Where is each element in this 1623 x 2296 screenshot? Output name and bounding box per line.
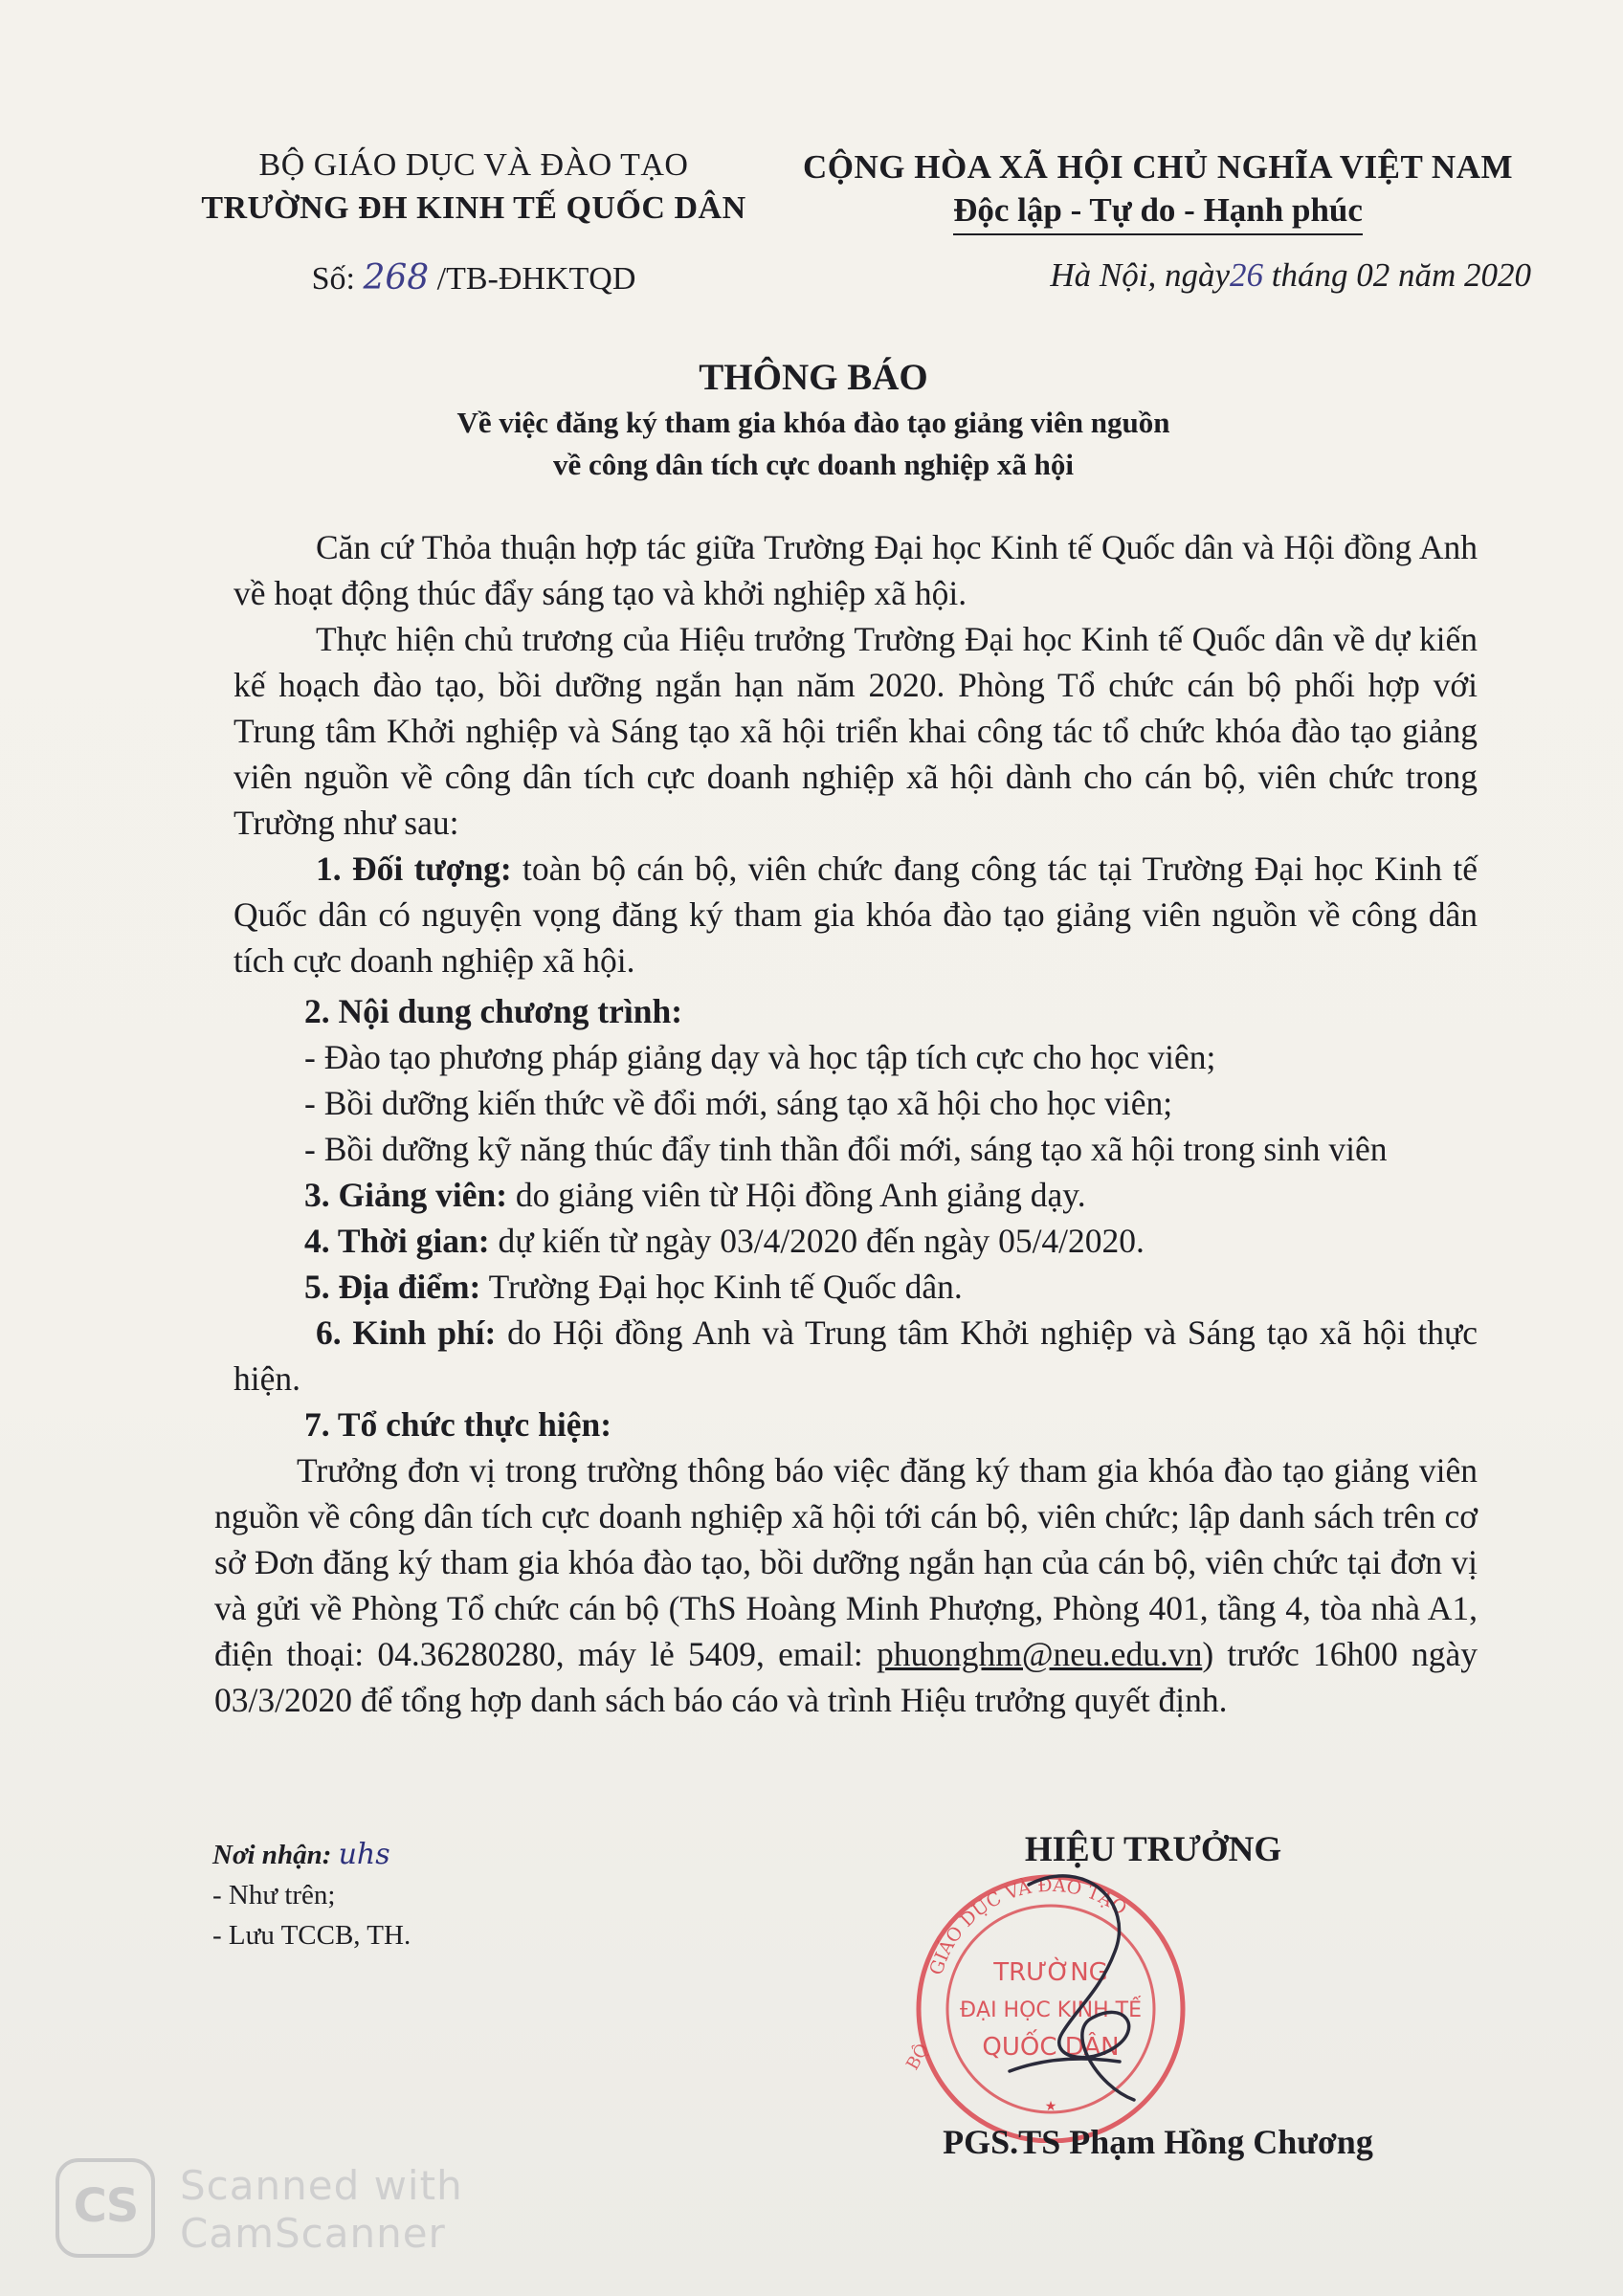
item-6-text: do Hội đồng Anh và Trung tâm Khởi nghiệp và Sáng tạo xã hội thực hiện. <box>233 1314 1478 1398</box>
signature-title: HIỆU TRƯỞNG <box>1024 1830 1282 1869</box>
date-prefix: Hà Nội, ngày <box>1050 256 1230 294</box>
number-suffix: /TB-ĐHKTQD <box>429 261 636 297</box>
item-4 <box>233 1218 1478 1264</box>
seal-line-1: TRƯỜNG <box>993 1958 1108 1987</box>
recipients-block <box>212 1835 411 1955</box>
item-5 <box>233 1264 1478 1310</box>
date-suffix: tháng 02 năm 2020 <box>1263 256 1531 294</box>
item-5-text: Trường Đại học Kinh tế Quốc dân. <box>480 1268 963 1306</box>
item-1-label: 1. Đối tượng: <box>316 850 512 888</box>
item-3-label: 3. Giảng viên: <box>304 1176 508 1214</box>
subtitle-line-1: Về việc đăng ký tham gia khóa đào tạo giảng viên nguồn <box>456 406 1170 439</box>
item-2-bullet: - Bồi dưỡng kiến thức về đổi mới, sáng tạo xã hội cho học viên; <box>304 1084 1173 1122</box>
official-seal <box>895 1866 1201 2143</box>
document-subtitle <box>191 402 1435 486</box>
recipients-scribble: uhs <box>338 1838 390 1871</box>
item-4-text: dự kiến từ ngày 03/4/2020 đến ngày 05/4/2020. <box>489 1222 1145 1260</box>
watermark-line-1: Scanned with <box>180 2162 463 2209</box>
item-2-label: 2. Nội dung chương trình: <box>304 992 683 1030</box>
camscanner-logo-icon: CS <box>56 2158 155 2258</box>
item-7-label: 7. Tổ chức thực hiện: <box>304 1405 612 1444</box>
item-3-text: do giảng viên từ Hội đồng Anh giảng dạy. <box>507 1176 1086 1214</box>
watermark-line-2: CamScanner <box>180 2210 446 2257</box>
number-handwritten: 268 <box>363 258 430 298</box>
number-prefix: Số: <box>311 261 364 297</box>
item-5-label: 5. Địa điểm: <box>304 1268 481 1306</box>
motto: Độc lập - Tự do - Hạnh phúc <box>953 188 1363 235</box>
date-day-handwritten: 26 <box>1230 256 1263 294</box>
republic-name: CỘNG HÒA XÃ HỘI CHỦ NGHĨA VIỆT NAM <box>802 148 1514 186</box>
item-6 <box>233 1310 1478 1402</box>
document-title: THÔNG BÁO <box>699 357 928 398</box>
paragraph-1: Căn cứ Thỏa thuận hợp tác giữa Trường Đại học Kinh tế Quốc dân và Hội đồng Anh về hoạt động thúc đẩy sáng tạo và khởi nghiệp xã hội. <box>233 528 1478 612</box>
item-2-bullet: - Bồi dưỡng kỹ năng thúc đẩy tinh thần đổi mới, sáng tạo xã hội trong sinh viên <box>304 1130 1388 1168</box>
header-right <box>785 145 1531 235</box>
document-date <box>957 256 1531 295</box>
header-left <box>163 144 785 300</box>
item-1-text: toàn bộ cán bộ, viên chức đang công tác tại Trường Đại học Kinh tế Quốc dân có nguyện vọng đăng ký tham gia khóa đào tạo giảng viên nguồn về công dân tích cực doanh nghiệp xã hội. <box>233 850 1478 980</box>
camscanner-watermark <box>56 2158 630 2263</box>
signatory-name: PGS.TS Phạm Hồng Chương <box>943 2123 1373 2161</box>
seal-ring-text: GIÁO DỤC VÀ ĐÀO TẠO <box>925 1874 1131 1978</box>
document-body <box>214 524 1478 1723</box>
item-2-bullet: - Đào tạo phương pháp giảng dạy và học tập tích cực cho học viên; <box>304 1038 1216 1076</box>
paragraph-2: Thực hiện chủ trương của Hiệu trưởng Trường Đại học Kinh tế Quốc dân về dự kiến kế hoạch đào tạo, bồi dưỡng ngắn hạn năm 2020. Phòng Tổ chức cán bộ phối hợp với Trung tâm Khởi nghiệp và Sáng tạo xã hội triển khai công tác tổ chức khóa đào tạo giảng viên nguồn về công dân tích cực doanh nghiệp xã hội dành cho cán bộ, viên chức trong Trường như sau: <box>233 620 1478 842</box>
svg-text:★: ★ <box>1044 2100 1057 2114</box>
item-4-label: 4. Thời gian: <box>304 1222 490 1260</box>
item-3 <box>233 1172 1478 1218</box>
seal-line-3: QUỐC DÂN <box>982 2033 1120 2062</box>
recipients-heading: Nơi nhận: <box>212 1840 332 1870</box>
recipient-line: - Như trên; <box>212 1880 336 1910</box>
item-1 <box>233 846 1478 983</box>
document-number <box>163 256 785 300</box>
item-6-label: 6. Kinh phí: <box>316 1314 497 1352</box>
seal-line-2: ĐẠI HỌC KINH TẾ <box>959 1998 1143 2022</box>
email-link[interactable]: phuonghm@neu.edu.vn <box>877 1635 1203 1673</box>
subtitle-line-2: về công dân tích cực doanh nghiệp xã hội <box>553 448 1074 481</box>
seal-ring-left: BỘ <box>902 2040 934 2074</box>
ministry-name: BỘ GIÁO DỤC VÀ ĐÀO TẠO <box>258 147 689 183</box>
university-name: TRƯỜNG ĐH KINH TẾ QUỐC DÂN <box>201 190 746 226</box>
recipient-line: - Lưu TCCB, TH. <box>212 1920 411 1951</box>
item-7-text: Trưởng đơn vị trong trường thông báo việc đăng ký tham gia khóa đào tạo giảng viên nguồn về công dân tích cực doanh nghiệp xã hội tới cán bộ, viên chức; lập danh sách trên cơ sở Đơn đăng ký tham gia khóa đào tạo, bồi dưỡng ngắn hạn của cán bộ, viên chức tại đơn vị và gửi về Phòng Tổ chức cán bộ (ThS Hoàng Minh Phượng, Phòng 401, tầng 4, tòa nhà A1, điện thoại: 04.36280280, máy lẻ 5409, email: phuonghm@neu.edu.vn) trước 16h00 ngày 03/3/2020 để tổng hợp danh sách báo cáo và trình Hiệu trưởng quyết định. <box>214 1451 1478 1719</box>
